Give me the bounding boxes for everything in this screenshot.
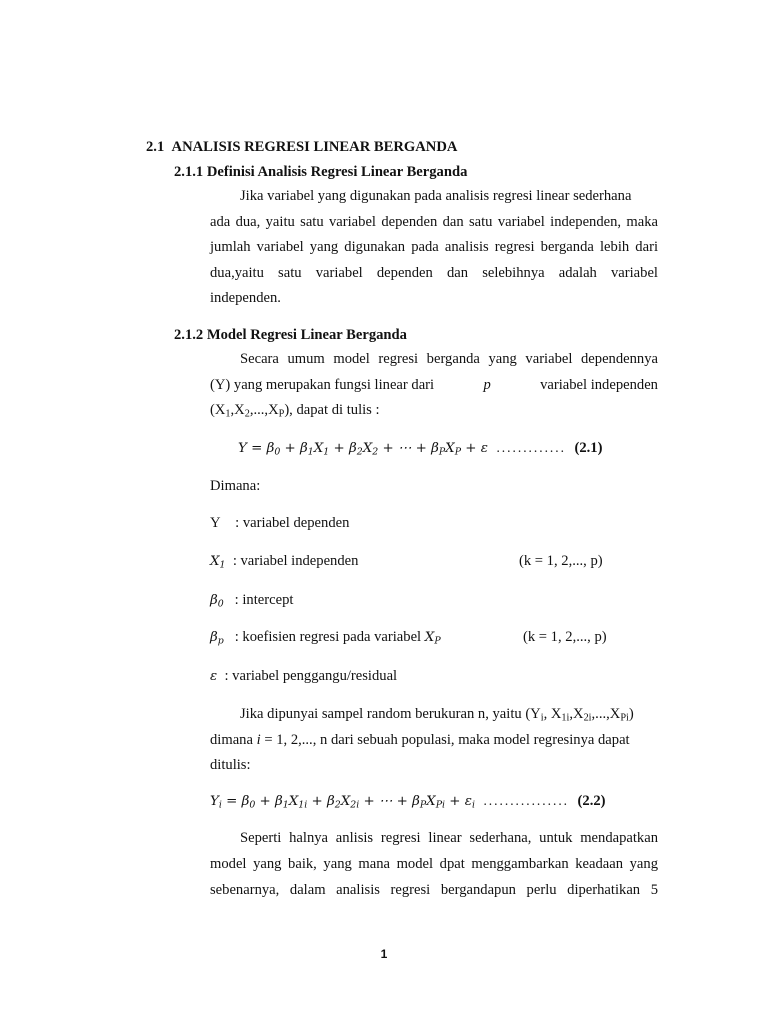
paragraph-line (210, 376, 658, 394)
definition-range: (k = 1, 2,..., p) (519, 553, 603, 569)
symbol-y: Y (210, 515, 221, 531)
paragraph-line: Secara umum model regresi berganda yang variabel dependennya (240, 351, 658, 367)
text-fragment: ,...,X (249, 402, 279, 418)
symbol-x1: $X_1$ (210, 554, 226, 571)
definition-range: (k = 1, 2,..., p) (523, 629, 607, 645)
definition-text: : koefisien regresi pada variabel (234, 629, 422, 645)
text-fragment: Jika dipunyai sampel random berukuran n, yaitu (Y (240, 706, 541, 722)
definition-text: : intercept (234, 592, 294, 608)
text-fragment: ) (628, 706, 634, 722)
subscript: 2 (244, 408, 250, 420)
paragraph-line (210, 401, 380, 419)
text-fragment: ,X (230, 402, 245, 418)
subscript: i (540, 712, 544, 724)
text-fragment: , X (543, 706, 562, 722)
definition-y (210, 514, 349, 532)
paragraph-line: independen. (210, 290, 281, 306)
text-fragment: ,X (569, 706, 584, 722)
paragraph-line (210, 731, 630, 749)
text-fragment: (Y) yang merupakan fungsi linear dari (210, 377, 435, 393)
paragraph-line: jumlah variabel yang digunakan pada analisis regresi berganda lebih dari (210, 239, 658, 255)
paragraph-line: ditulis: (210, 757, 251, 773)
definition-beta0 (210, 591, 293, 610)
subsection-heading-2-1-2: 2.1.2 Model Regresi Linear Berganda (174, 327, 407, 343)
paragraph-line: Jika variabel yang digunakan pada analisis regresi linear sederhana (240, 188, 632, 204)
page-number: 1 (380, 947, 388, 961)
section-number: 2.1 (146, 139, 165, 155)
paragraph-line: Seperti halnya anlisis regresi linear sederhana, untuk mendapatkan (240, 830, 658, 846)
symbol-p: p (483, 377, 491, 393)
definition-epsilon (210, 667, 397, 686)
paragraph-line: model yang baik, yang mana model dpat menggambarkan keadaan yang (210, 856, 658, 872)
dimana-label: Dimana: (210, 478, 261, 494)
section-heading (146, 138, 457, 156)
equation-number: (2.2) (577, 793, 606, 809)
symbol-betap: $\beta_p$ (210, 630, 224, 647)
paragraph-line: dua,yaitu satu variabel dependen dan selebihnya adalah variabel (210, 265, 658, 281)
symbol-beta0: $\beta_0$ (210, 593, 224, 610)
subsection-heading-2-1-1: 2.1.1 Definisi Analisis Regresi Linear Berganda (174, 164, 468, 180)
text-fragment: ,...,X (591, 706, 621, 722)
symbol-xp: $X_P$ (424, 630, 441, 647)
subscript: P (278, 408, 285, 420)
text-fragment: ), dapat di tulis : (284, 402, 380, 418)
equation-2-1: $Y = \beta_0 + \beta_1X_1 + \beta_2X_2$ + ⋯ + $\beta_PX_P + \varepsilon$ ............. (2.1) (238, 440, 603, 458)
subscript: 1 (225, 408, 231, 420)
definition-betap (210, 628, 441, 647)
paragraph-line (240, 705, 634, 723)
definition-text: : variabel dependen (235, 515, 350, 531)
paragraph-line: ada dua, yaitu satu variabel dependen dan satu variabel independen, maka (210, 214, 658, 230)
subscript: 1i (561, 712, 570, 724)
definition-x1 (210, 552, 358, 571)
section-title: ANALISIS REGRESI LINEAR BERGANDA (171, 139, 458, 155)
text-fragment: dimana (210, 732, 253, 748)
text-fragment: variabel independen (540, 377, 658, 393)
text-fragment: (X (210, 402, 226, 418)
symbol-i: i (256, 732, 261, 748)
subscript: Pi (620, 712, 629, 724)
definition-text: : variabel independen (232, 553, 359, 569)
symbol-epsilon: ε (210, 669, 218, 684)
definition-text: : variabel penggangu/residual (224, 668, 398, 684)
paragraph-line: sebenarnya, dalam analisis regresi bergandapun perlu diperhatikan 5 (210, 882, 658, 898)
text-fragment: = 1, 2,..., n dari sebuah populasi, maka model regresinya dapat (264, 732, 630, 748)
equation-number: (2.1) (574, 440, 603, 456)
subscript: 2i (583, 712, 592, 724)
equation-2-2: $Y_i = \beta_0 + \beta_1X_{1i} + \beta_2X_{2i}$ + ⋯ + $\beta_PX_{Pi} + \varepsilon_i$ ................ (2.2) (210, 793, 606, 811)
